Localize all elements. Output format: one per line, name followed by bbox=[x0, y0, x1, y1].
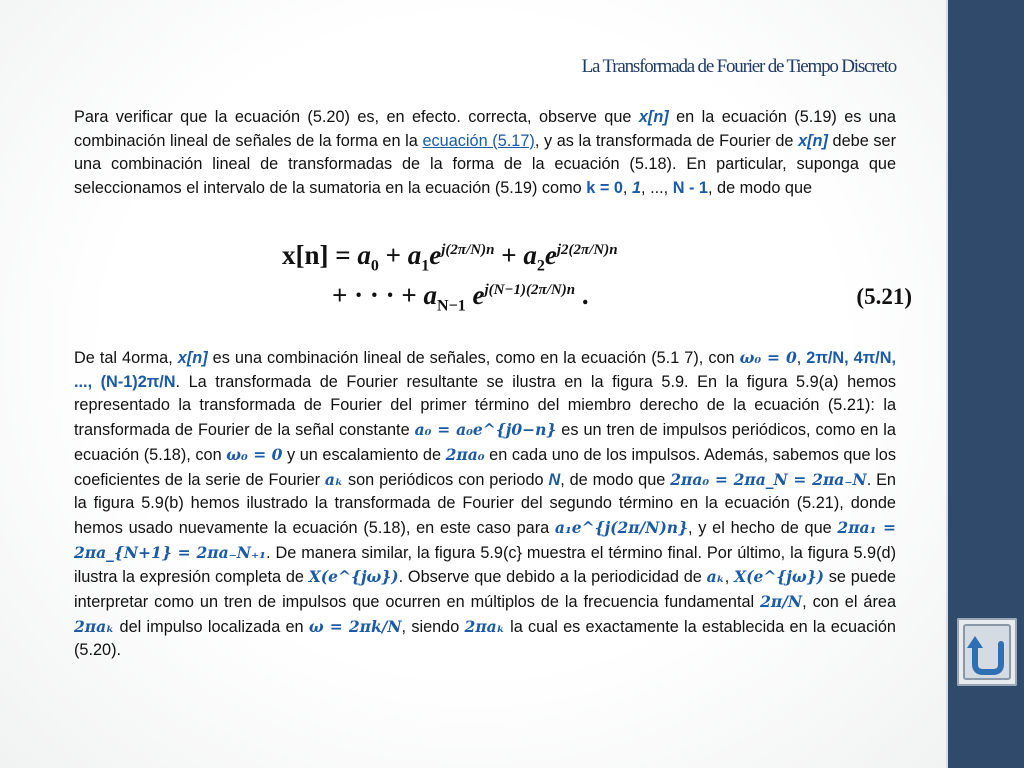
math-omega-zero: ω₀ = 0 bbox=[226, 444, 283, 464]
eq-exp-base: e bbox=[465, 280, 485, 310]
eq-a2: a bbox=[523, 240, 537, 270]
eq-a0-sub: 0 bbox=[370, 257, 379, 275]
math-2pi-ak: 2πaₖ bbox=[464, 616, 505, 636]
math-2pi-a0: 2πa₀ bbox=[445, 444, 485, 464]
eq-plus: + bbox=[378, 240, 408, 270]
eq-period: . bbox=[575, 280, 589, 310]
text-run: y un escalamiento de bbox=[282, 445, 446, 464]
math-X-ejw: X(e^{jω}) bbox=[734, 567, 824, 587]
text-run: la cual es exactamente la establecida en la ecuación (5.20). bbox=[74, 617, 896, 660]
math-xn: x[n] bbox=[798, 131, 828, 150]
text-run: es un tren de impulsos periódicos, como en la ecuación (5.18), con bbox=[74, 421, 896, 464]
text-run: en la ecuación (5.19) es una combinación lineal de señales de la forma en la bbox=[74, 108, 896, 150]
math-ak: aₖ bbox=[324, 469, 344, 489]
math-X-ejw: X(e^{jω}) bbox=[308, 567, 399, 587]
eq-lhs: x[n] bbox=[282, 240, 329, 270]
math-second-term: a₁e^{j(2π/N)n} bbox=[554, 517, 689, 537]
math-frequencies: 2π/N, 4π/N, ..., (N-1)2π/N bbox=[74, 349, 896, 391]
text-run: , y el hecho de que bbox=[688, 518, 838, 537]
eq-exponent: j2(2π/N)n bbox=[556, 242, 618, 258]
equation-5-21 bbox=[282, 236, 912, 316]
text-run: se puede interpretar como un tren de impulsos que ocurren en múltiplos de la frecuencia fundamental bbox=[74, 568, 896, 612]
math-omega-zero: ω₀ = 0 bbox=[739, 348, 797, 367]
math-periodicity: 2πa₀ = 2πa_N = 2πa₋N bbox=[670, 469, 867, 489]
paragraph-explanation bbox=[74, 346, 896, 663]
math-xn: x[n] bbox=[638, 108, 669, 126]
text-run: son periódicos con periodo bbox=[343, 470, 549, 489]
eq-plus: + bbox=[494, 240, 524, 270]
text-run: De tal 4orma, bbox=[74, 349, 178, 367]
return-arrow-icon bbox=[963, 624, 1011, 680]
paragraph-intro bbox=[74, 106, 896, 201]
eq-a1: a bbox=[407, 240, 422, 270]
eq-exp-base: e bbox=[544, 240, 557, 270]
math-fundamental-freq: 2π/N bbox=[760, 592, 803, 612]
equation-line-1 bbox=[282, 240, 618, 275]
math-omega-k: ω = 2πk/N bbox=[308, 616, 402, 636]
math-N: N bbox=[548, 470, 561, 489]
text-run: es una combinación lineal de señales, como en la ecuación (5.1 7), con bbox=[207, 349, 740, 367]
eq-aN: a bbox=[423, 280, 438, 310]
text-run: Para verificar que la ecuación (5.20) es, en efecto. correcta, observe que bbox=[74, 108, 639, 126]
math-periodicity-2: 2πa₁ = 2πa_{N+1} = 2πa₋N₊₁ bbox=[74, 517, 896, 562]
eq-a2-sub: 2 bbox=[536, 257, 545, 275]
text-run: , siendo bbox=[401, 617, 465, 636]
text-run: , de modo que bbox=[560, 470, 671, 489]
text-run: del impulso localizada en bbox=[114, 617, 309, 636]
math-k-zero: k = 0 bbox=[586, 179, 623, 198]
math-constant-signal: a₀ = a₀e^{j0−n} bbox=[414, 420, 557, 440]
eq-a1-sub: 1 bbox=[421, 257, 430, 275]
equation-5-17-link[interactable]: ecuación (5.17) bbox=[422, 131, 535, 150]
slide-title: La Transformada de Fourier de Tiempo Discreto bbox=[581, 56, 896, 77]
eq-a0: a bbox=[357, 240, 371, 270]
text-run: . Observe que debido a la periodicidad de bbox=[398, 568, 707, 587]
eq-ellipsis: + · · · + bbox=[332, 280, 424, 310]
text-run: . De manera similar, la figura 5.9(c} muestra el término final. Por último, la figura 5.9(d) ilustra la expresión completa de bbox=[74, 543, 896, 587]
eq-exponent: j(N−1)(2π/N)n bbox=[484, 282, 576, 298]
return-button[interactable] bbox=[957, 618, 1017, 686]
text-run: , ..., bbox=[641, 179, 673, 198]
text-run: , de modo que bbox=[708, 179, 813, 198]
math-ak: aₖ bbox=[706, 567, 725, 587]
text-run: , con el área bbox=[802, 593, 897, 612]
equation-number: (5.21) bbox=[856, 284, 912, 309]
eq-sign: = bbox=[328, 240, 358, 270]
text-run: en cada uno de los impulsos. Además, sabemos que los coeficientes de la serie de Fourier bbox=[74, 445, 896, 489]
text-run: , y as la transformada de Fourier de bbox=[534, 131, 799, 150]
eq-aN-sub: N−1 bbox=[437, 297, 466, 315]
text-run: , bbox=[622, 179, 632, 198]
eq-exp-base: e bbox=[429, 240, 442, 270]
text-run: . La transformada de Fourier resultante se ilustra en la figura 5.9. En la figura 5.9(a) hemos representado la transformada de Fourier del primer término del miembro derecho de la ecuación (5.21): la transformada de Fourier de la señal constante bbox=[74, 372, 896, 440]
text-run: debe ser una combinación lineal de transformadas de la forma de la ecuación (5.18). En particular, suponga que seleccionamos el intervalo de la sumatoria en la ecuación (5.19) como bbox=[74, 131, 897, 198]
text-run: , bbox=[724, 568, 735, 587]
math-xn: x[n] bbox=[177, 349, 208, 367]
eq-exponent: j(2π/N)n bbox=[441, 242, 495, 258]
equation-line-2 bbox=[332, 280, 589, 315]
math-one: 1 bbox=[631, 179, 642, 198]
text-run: . En la figura 5.9(b) hemos ilustrado la transformada de Fourier del segundo término en la ecuación (5.21), donde hemos usado nuevamente la ecuación (5.18), en este caso para bbox=[74, 470, 896, 537]
text-run: , bbox=[796, 349, 807, 367]
math-2pi-ak: 2πaₖ bbox=[74, 616, 115, 636]
math-n-minus-1: N - 1 bbox=[672, 179, 708, 198]
